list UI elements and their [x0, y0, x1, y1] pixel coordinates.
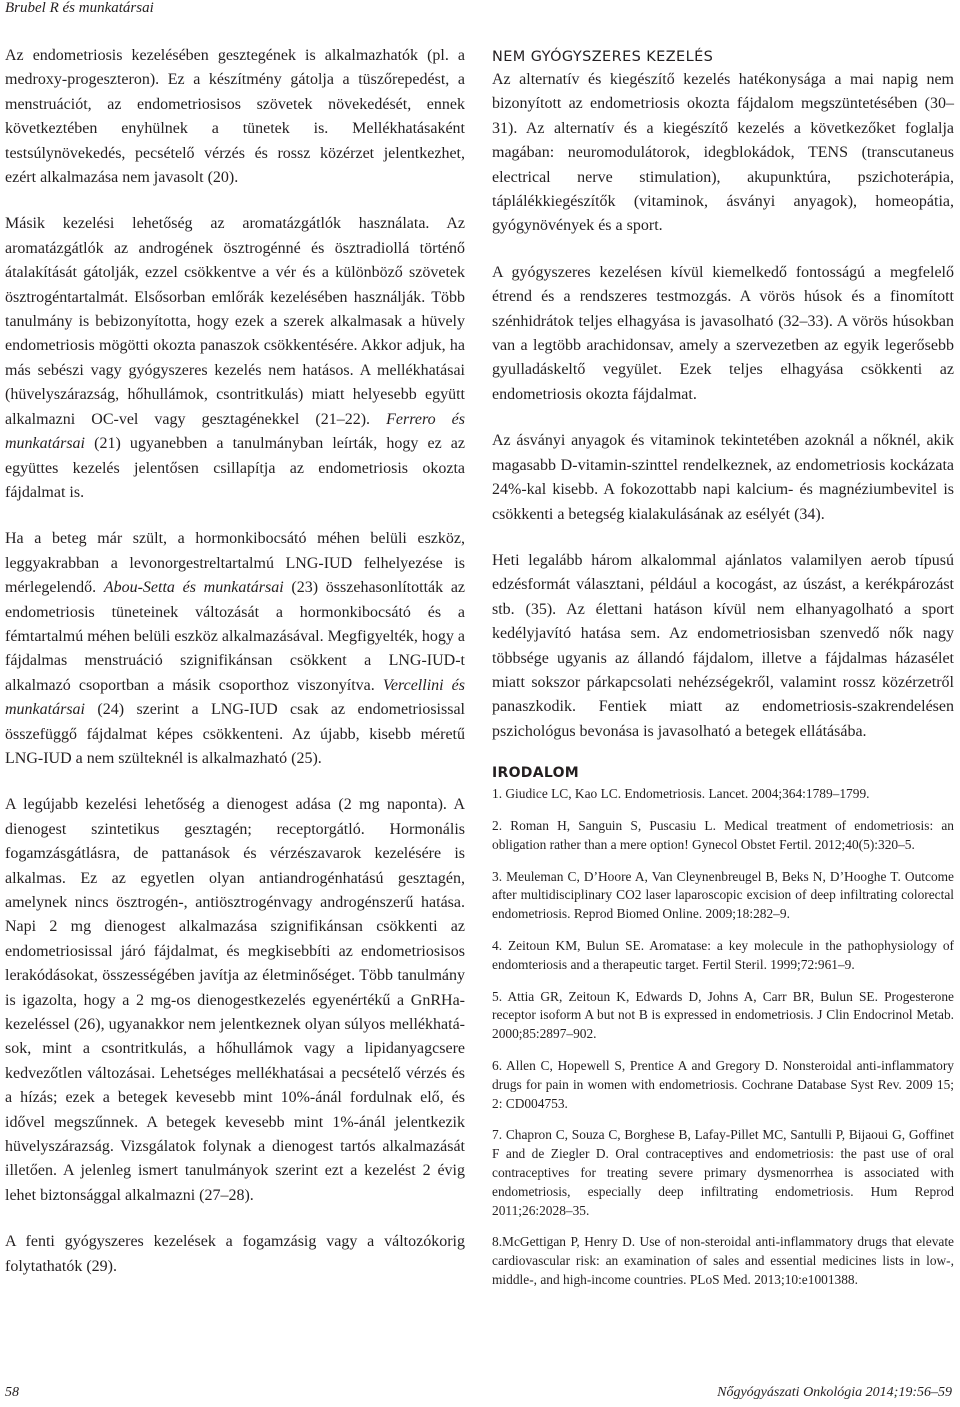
paragraph-text: (24) szerint a LNG-IUD csak az endometriosissal összefüggő fájdalmat képes csökkenteni. Az újabb, kisebb méretű LNG-IUD a nem szülteknél is alkalmazható (25). — [5, 701, 466, 767]
references-title: IRODALOM — [492, 765, 580, 782]
right-column — [492, 44, 954, 1303]
paragraph-text: Ha a beteg már szült, a hormonkibocsátó méhen belüli eszköz, leggyakrabban a levonorgestreltartalmú LNG-IUD felhelyezése is mérlegelendő. — [5, 530, 465, 597]
paragraph-text: (23) összehasonlították az endometriosis tüneteinek változását a hormonkibocsátó és a fémtartalmú méhen belüli eszköz alkalmazásával. Megfigyelték, hogy a fájdalmas menstruáció szignifikánsan csökkent a LNG-IUD-t alkalmazó csoportban a másik csoporthoz viszonyítva. — [5, 579, 466, 694]
left-column — [5, 44, 465, 1301]
reference-item: 4. Zeitoun KM, Bulun SE. Aromatase: a key molecule in the pathophysiology of endomteriosis and a therapeutic target. Fertil Steril. 1999;72:961–9. — [492, 937, 954, 972]
paragraph-vitamins: Az ásványi anyagok és vitaminok tekintetében azoknál a nőknél, akik magasabb D-vitamin-szinttel rendelkeznek, az endometriosis kockázata 24%-kal kisebb. A fokozottabb napi kalcium- és magnéziumbevitel is csökkenti a betegség kialakulásának az esélyét (34). — [492, 432, 954, 523]
paragraph-treatment-duration: A fenti gyógyszeres kezelések a fogamzásig vagy a változókorig folytathatók (29). — [5, 1233, 465, 1275]
paragraph-medroxyprogesterone: Az endometriosis kezelésében gesztegének is alkalmazhatók (pl. a medroxy-progeszteron). Ez a készítmény gátolja a tüszőrepedést, a menstruációt, az endometriosisos szövetek növekedését, ennek következtében enyhülnek a tünetek is. Mellékhatásaként testsúlynövekedés, pecsételő vérzés és rossz közérzet jelentkezhet, ezért alkalmazása nem javasolt (20). — [5, 47, 465, 187]
references-list — [492, 785, 954, 1290]
citation-author: Vercellini és munkatársai — [5, 676, 466, 719]
citation-author: Ferrero és munkatársai — [5, 410, 466, 453]
reference-item: 6. Allen C, Hopewell S, Prentice A and Gregory D. Nonsteroidal anti-inflammatory drugs for pain in women with endometriosis. Cochrane Database Syst Rev. 2009 15; 2: CD004753. — [492, 1057, 954, 1111]
page-number: 58 — [5, 1385, 19, 1400]
citation-author: Abou-Setta és munkatársai — [103, 579, 284, 597]
reference-item: 3. Meuleman C, D’Hoore A, Van Cleynenbreugel B, Beks N, D’Hooghe T. Outcome after multidisciplinary CO2 laser laparoscopic excision of deep infiltrating colorectal endometriosis. Reprod Biomed Online. 2009;18:282–9. — [492, 868, 954, 922]
paragraph-aromatase-inhibitors — [5, 212, 465, 505]
paragraph-text: (21) ugyanebben a tanulmányban leírták, hogy ez az együttes kezelés jelentősen csillapítja az endometriosis okozta fájdalmat is. — [5, 435, 466, 501]
section-title: NEM GYÓGYSZERES KEZELÉS — [492, 49, 714, 65]
paragraph-dienogest: A legújabb kezelési lehetőség a dienogest adása (2 mg naponta). A dienogest szintetikus gesztagén; receptorgátló. Hormonális fogamzásgátlásra, de pattanások és vérzészavarok kezelésére is alkalmas. Ez az egyetlen olyan antiandrogénhatású gesztagén, amelynek nincs ösztrogén-, antiösztrogénvagy androgénszerű hatása. Napi 2 mg dienogest alkalmazása szignifikánsan csökkenti az endometriosissal járó fájdalmat, és megkisebbíti az endometriosisos lerakódásokat, összességében javítja az életminőséget. Több tanulmány is igazolta, hogy a 2 mg-os dienogestkezelés egyenértékű a GnRHa-kezeléssel (26), ugyanakkor nem jelentkeznek olyan súlyos mellékhatások, mint a csontritkulás, a hőhullámok vagy a lipidanyagcsere kedvezőtlen változásai. Lehetséges mellékhatásai a pecsételő vérzés és a hízás; ezek a betegek kevesebb mint 10%-ánál fordulnak elő, és idővel megszűnnek. A betegek kevesebb mint 1%-ánál jelentkezik hüvelyszárazság. Vizsgálatok folynak a dienogest tartós alkalmazását illetően. A jelenleg ismert tanulmányok szerint ezt a kezelést 2 évig lehet biztonsággal alkalmazni (27–28). — [5, 796, 465, 1204]
paragraph-alternative-treatment: Az alternatív és kiegészítő kezelés hatékonysága a mai napig nem bizonyított az endometriosis okozta fájdalom megszüntetésében (30–31). Az alternatív és a kiegészítő kezelés a következőket foglalja magában: neuromodulátorok, idegblokádok, TENS (transcutaneus electrical nerve stimulation), akupunktúra, pszichoterápia, táplálékkiegészítők (vitaminok, ásványi anyagok), homeopátia, gyógynövények és a sport. — [492, 71, 954, 235]
journal-citation: Nőgyógyászati Onkológia 2014;19:56–59 — [717, 1385, 952, 1400]
reference-item: 7. Chapron C, Souza C, Borghese B, Lafay-Pillet MC, Santulli P, Bijaoui G, Goffinet F and de Ziegler D. Oral contraceptives and endometriosis: the past use of oral contraceptives for treating severe primary dysmenorrhea is associated with endometriosis, especially deep infiltrating endometriosis. Hum Reprod 2011;26:2028–35. — [492, 1127, 954, 1218]
paragraph-lng-iud — [5, 527, 465, 771]
running-head: Brubel R és munkatársai — [5, 0, 154, 16]
reference-item: 1. Giudice LC, Kao LC. Endometriosis. Lancet. 2004;364:1789–1799. — [492, 786, 870, 802]
reference-item: 5. Attia GR, Zeitoun K, Edwards D, Johns A, Carr BR, Bulun SE. Progesterone receptor isoform A but not B is expressed in endometriosis. J Clin Endocrinol Metab. 2000;85:2897–902. — [492, 988, 954, 1042]
reference-item: 8.McGettigan P, Henry D. Use of non-steroidal anti-inflammatory drugs that elevate cardiovascular risk: an examination of sales and essential medicines lists in low-, middle-, and high-income countries. PLoS Med. 2013;10:e1001388. — [492, 1234, 954, 1287]
reference-item: 2. Roman H, Sanguin S, Puscasiu L. Medical treatment of endometriosis: an obligation rather than a mere option! Gynecol Obstet Fertil. 2012;40(5):320–5. — [492, 817, 954, 852]
paragraph-text: Másik kezelési lehetőség az aromatázgátlók használata. Az aromatázgátlók az androgének ösztrogénné és ösztradiollá történő átalakítását gátolják, ezzel csökkentve a vér és a különböző szövetek ösztrogéntartalmát. Elsősorban emlőrák kezelésében használják. Több tanulmány is bebizonyította, hogy ezek a szerek alkalmasak a hüvely endometriosis mögötti okozta panaszok csökkentésére. Akkor adjuk, ha más sebészi vagy gyógyszeres kezelés nem hatásos. A mellékhatásai (hüvelyszárazság, hőhullámok, csontritkulás) miatt helyesebb együtt alkalmazni OC-vel vagy gesztagénekkel (21–22). — [5, 215, 465, 428]
paragraph-diet: A gyógyszeres kezelésen kívül kiemelkedő fontosságú a megfelelő étrend és a rendszeres testmozgás. A vörös húsok és a finomított szénhidrátok teljes elhagyása is javasolható (32–33). A vörös húsokban van a legtöbb arachidonsav, amely a szervezetben az egyik legerősebb gyulladáskeltő vegyület. Ezek teljes elhagyása csökkenti az endometriosis okozta fájdalmat. — [492, 263, 954, 403]
paragraph-exercise: Heti legalább három alkalommal ajánlatos valamilyen aerob típusú edzésformát választani, például a kocogást, az úszást, a kerékpározást stb. (35). Az élettani hatáson kívül nem elhanyagolható a sport kedélyjavító hatása sem. Az endometriosisban szenvedő nők nagy többsége ugyanis az állandó fájdalom, illetve a fájdalmas házasélet miatt sokszor párkapcsolati nehézségekről, valamint rossz közérzetről panaszkodik. Fentiek miatt az endometriosis-szakrendelésen pszichológus bevonása is javasolható a betegek ellátásába. — [492, 551, 954, 740]
